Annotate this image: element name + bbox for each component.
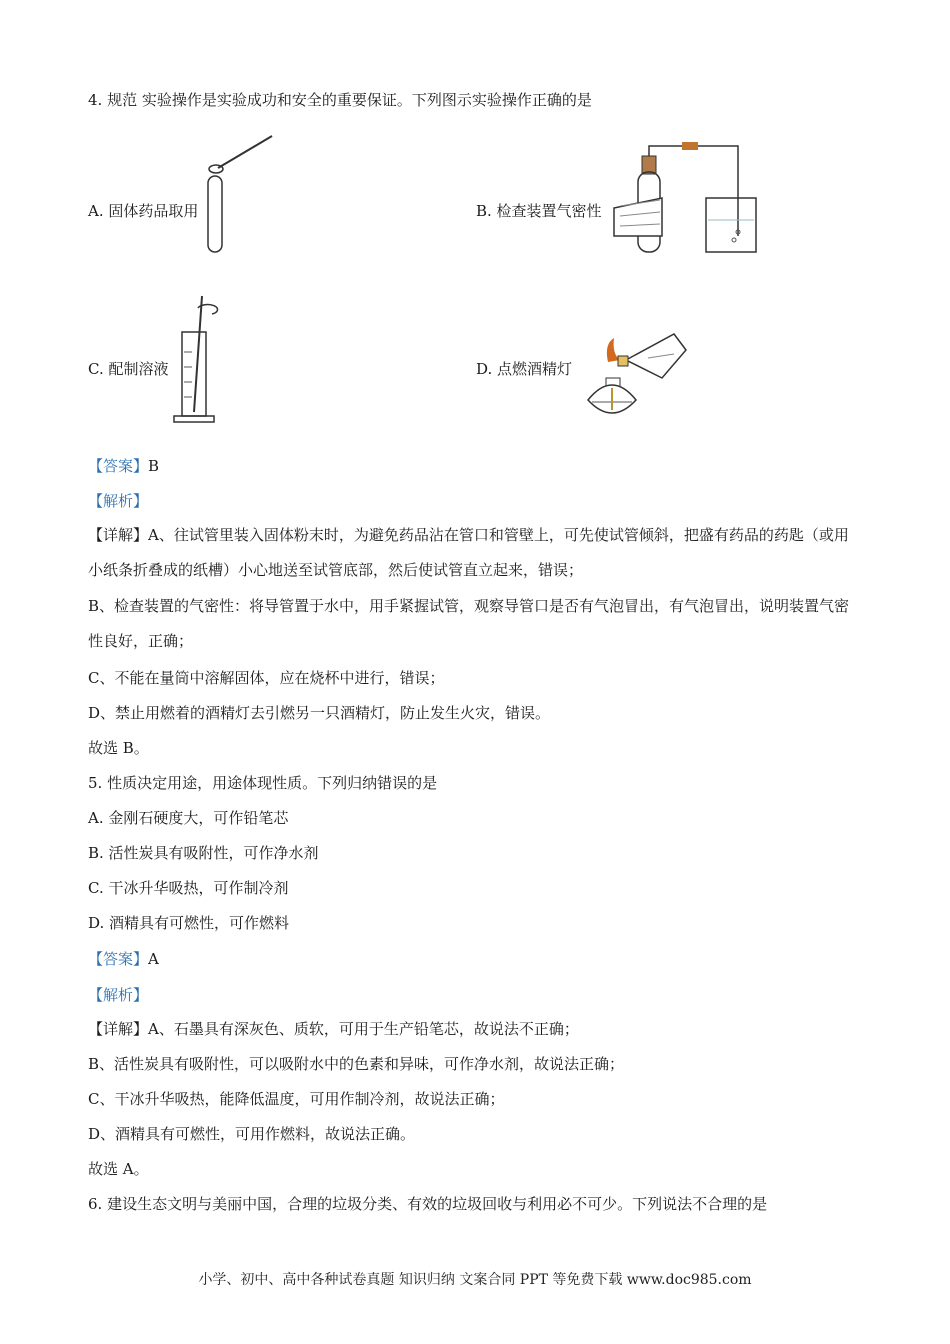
q4-conclusion: 故选 B。 — [88, 739, 149, 757]
q5-option-b: B. 活性炭具有吸附性，可作净水剂 — [88, 844, 319, 862]
q5-analysis-tag: 【解析】 — [88, 986, 149, 1004]
q5-option-a: A. 金刚石硬度大，可作铅笔芯 — [88, 809, 289, 827]
q4-detail-d: D、禁止用燃着的酒精灯去引燃另一只酒精灯，防止发生火灾，错误。 — [88, 704, 551, 722]
q5-option-d: D. 酒精具有可燃性，可作燃料 — [88, 914, 290, 932]
q4-option-b: B. 检查装置气密性 — [476, 202, 602, 220]
q4-detail-a: 【详解】A、往试管里装入固体粉末时，为避免药品沾在管口和管壁上，可先使试管倾斜，把盛有药品的药匙（或用小纸条折叠成的纸槽）小心地送至试管底部，然后使试管直立起来，错误； — [88, 526, 849, 579]
q5-detail-c: C、干冰升华吸热，能降低温度，可用作制冷剂，故说法正确； — [88, 1090, 505, 1108]
spoon-test-tube-figure — [200, 128, 280, 258]
q4-stem: 4. 规范 实验操作是实验成功和安全的重要保证。下列图示实验操作正确的是 — [88, 91, 592, 109]
q5-detail-a: 【详解】A、石墨具有深灰色、质软，可用于生产铅笔芯，故说法不正确； — [88, 1020, 579, 1038]
q4-answer: 【答案】B — [88, 457, 160, 475]
alcohol-lamp-figure — [578, 330, 688, 430]
q4-option-c: C. 配制溶液 — [88, 360, 169, 378]
q5-answer: 【答案】A — [88, 950, 159, 968]
q5-stem: 5. 性质决定用途，用途体现性质。下列归纳错误的是 — [88, 774, 438, 792]
airtightness-check-figure — [610, 136, 770, 261]
q6-stem: 6. 建设生态文明与美丽中国，合理的垃圾分类、有效的垃圾回收与利用必不可少。下列说法不合理的是 — [88, 1195, 768, 1213]
q4-detail-c: C、不能在量筒中溶解固体，应在烧杯中进行，错误； — [88, 669, 445, 687]
q4-option-a: A. 固体药品取用 — [88, 202, 199, 220]
q5-option-c: C. 干冰升华吸热，可作制冷剂 — [88, 879, 289, 897]
q4-analysis-tag: 【解析】 — [88, 492, 149, 510]
page-footer: 小学、初中、高中各种试卷真题 知识归纳 文案合同 PPT 等免费下载 www.doc985.com — [198, 1272, 752, 1288]
q5-detail-b: B、活性炭具有吸附性，可以吸附水中的色素和异味，可作净水剂，故说法正确； — [88, 1055, 625, 1073]
q4-option-d: D. 点燃酒精灯 — [476, 360, 573, 378]
measuring-cylinder-figure — [172, 292, 222, 426]
q5-detail-d: D、酒精具有可燃性，可用作燃料，故说法正确。 — [88, 1125, 416, 1143]
q5-conclusion: 故选 A。 — [88, 1160, 149, 1178]
q4-detail-b: B、检查装置的气密性：将导管置于水中，用手紧握试管，观察导管口是否有气泡冒出，有气泡冒出，说明装置气密性良好，正确； — [88, 597, 850, 650]
